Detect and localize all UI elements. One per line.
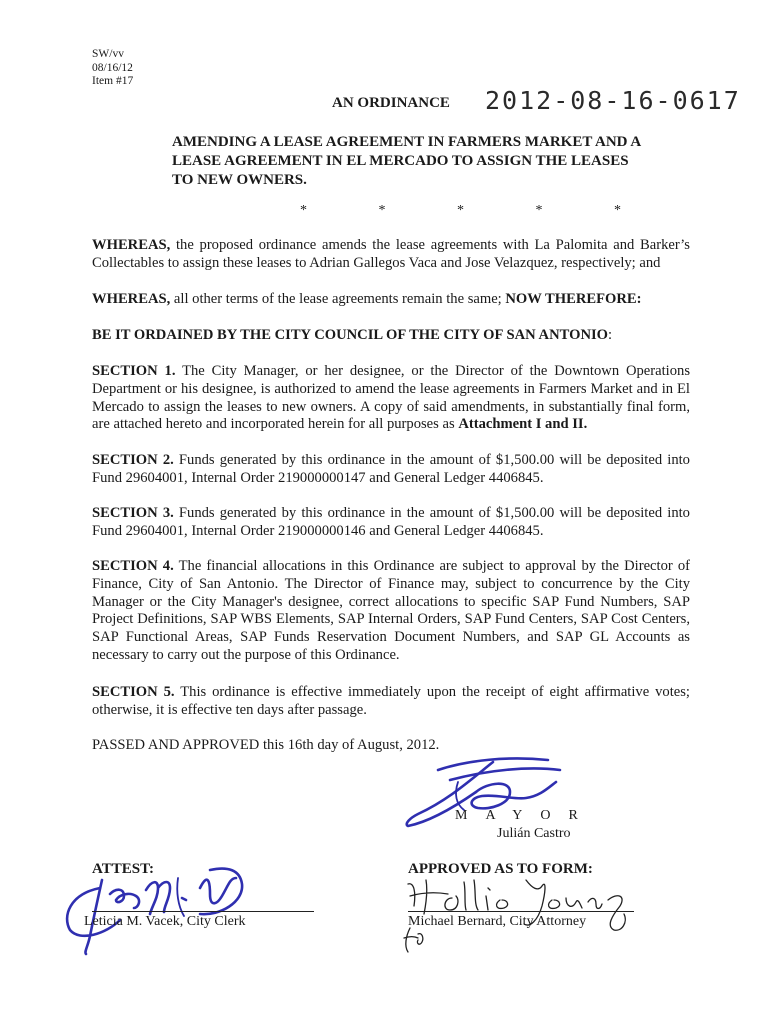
now-therefore: NOW THEREFORE: bbox=[505, 291, 642, 307]
section-heading: SECTION 4. bbox=[92, 558, 174, 574]
header-initials: SW/vv bbox=[92, 48, 124, 60]
attest-label: ATTEST: bbox=[92, 861, 154, 877]
approved-as-to-form-label: APPROVED AS TO FORM: bbox=[408, 861, 593, 877]
city-clerk-name: Leticia M. Vacek, City Clerk bbox=[84, 914, 246, 929]
attest-signature-line bbox=[92, 911, 314, 912]
mayor-title: MAYOR bbox=[455, 808, 596, 823]
whereas-lead: WHEREAS, bbox=[92, 291, 171, 307]
section-2 bbox=[92, 452, 690, 488]
header-date: 08/16/12 bbox=[92, 61, 133, 74]
city-clerk-signature bbox=[60, 858, 260, 958]
whereas-lead: WHEREAS, bbox=[92, 237, 171, 253]
document-header-initials bbox=[92, 48, 133, 89]
section-5 bbox=[92, 684, 690, 720]
ordinance-number-stamp: 2012-08-16-0617 bbox=[485, 86, 741, 115]
ordinance-title: AMENDING A LEASE AGREEMENT IN FARMERS MARKET AND A LEASE AGREEMENT IN EL MERCADO TO ASSIGN THE LEASES TO NEW OWNERS. bbox=[172, 134, 641, 188]
header-item-number: Item #17 bbox=[92, 75, 134, 87]
whereas-text: all other terms of the lease agreements remain the same; bbox=[170, 291, 506, 307]
section-text: The financial allocations in this Ordinance are subject to approval by the Director of Finance, City of San Antonio. The Director of Finance may, subject to concurrence by the City Manager or the City Manager's designee, correct allocations to specific SAP Fund Numbers, SAP Project Definitions, SAP WBS Elements, SAP Internal Orders, SAP Fund Centers, SAP Cost Centers, SAP Functional Areas, SAP Funds Reservation Document Numbers, and SAP GL Accounts as necessary to carry out the purpose of this Ordinance. bbox=[92, 558, 691, 663]
attachment-reference: Attachment I and II. bbox=[458, 416, 588, 433]
section-text: This ordinance is effective immediately upon the receipt of eight affirmative votes; otherwise, it is effective ten days after passage. bbox=[92, 684, 690, 718]
ordained-text: BE IT ORDAINED BY THE CITY COUNCIL OF THE CITY OF SAN ANTONIO bbox=[92, 327, 609, 343]
approved-signature-line bbox=[408, 911, 634, 912]
section-3 bbox=[92, 505, 690, 541]
section-text: Funds generated by this ordinance in the amount of $1,500.00 will be deposited into Fund 29604001, Internal Order 219000000146 and General Ledger 4406845. bbox=[92, 505, 690, 539]
whereas-paragraph-2 bbox=[92, 291, 690, 309]
section-text: The City Manager, or her designee, or the Director of the Downtown Operations Department or his designee, is authorized to amend the lease agreements in Farmers Market and in El Mercado to assign the leases to new owners. A copy of said amendments, in substantially final form, are attached hereto and incorporated herein for all purposes as bbox=[92, 363, 690, 433]
whereas-paragraph-1 bbox=[92, 237, 690, 273]
section-heading: SECTION 1. bbox=[92, 363, 176, 379]
passed-and-approved: PASSED AND APPROVED this 16th day of August, 2012. bbox=[92, 737, 440, 753]
ordained-colon: : bbox=[608, 327, 613, 343]
section-text: Funds generated by this ordinance in the amount of $1,500.00 will be deposited into Fund 29604001, Internal Order 219000000147 and General Ledger 4406845. bbox=[92, 452, 690, 486]
section-1 bbox=[92, 363, 690, 434]
section-heading: SECTION 2. bbox=[92, 452, 174, 468]
mayor-name: Julián Castro bbox=[497, 826, 571, 841]
section-4 bbox=[92, 558, 690, 665]
ordinance-label: AN ORDINANCE bbox=[332, 95, 450, 111]
ordained-clause bbox=[92, 327, 690, 345]
section-separator: * * * * * bbox=[300, 203, 655, 218]
city-attorney-name: Michael Bernard, City Attorney bbox=[408, 914, 587, 929]
section-heading: SECTION 5. bbox=[92, 684, 175, 700]
section-heading: SECTION 3. bbox=[92, 505, 174, 521]
whereas-text: the proposed ordinance amends the lease agreements with La Palomita and Barker’s Collectables to assign these leases to Adrian Gallegos Vaca and Jose Velazquez, respectively; and bbox=[92, 237, 690, 271]
